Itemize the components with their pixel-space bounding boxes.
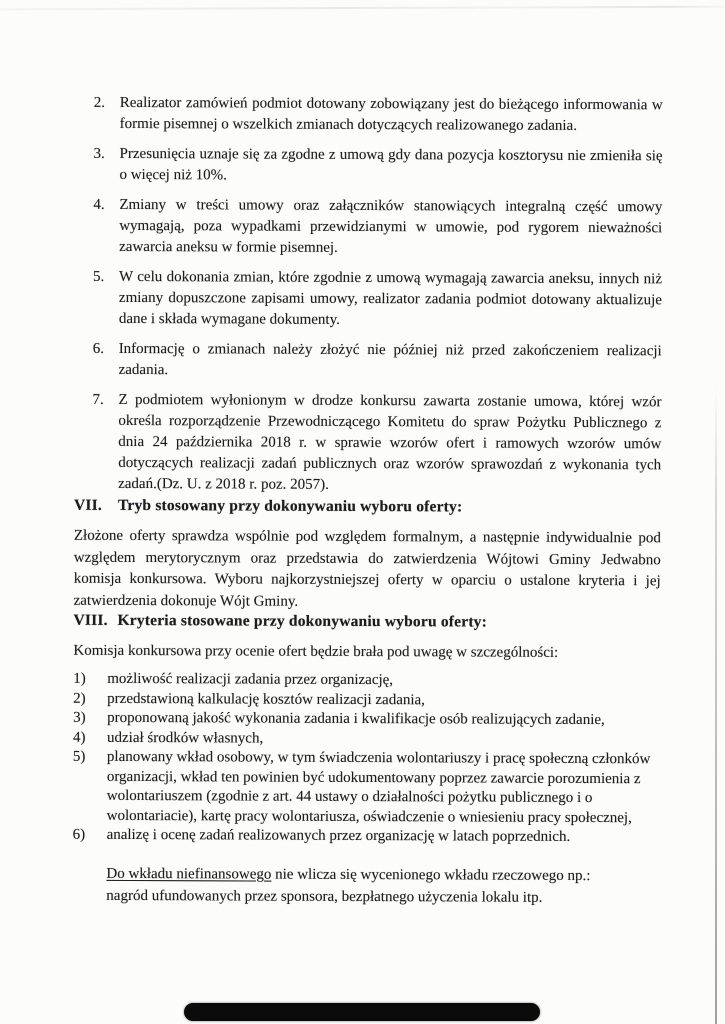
list-item-text: przedstawioną kalkulację kosztów realizacji zadania, bbox=[107, 690, 425, 708]
list-item-number: 6) bbox=[72, 826, 86, 843]
section-number: VII. bbox=[73, 496, 103, 514]
list-item-number: 3. bbox=[93, 145, 105, 162]
section-vii bbox=[74, 495, 662, 615]
section-viii bbox=[73, 610, 669, 848]
list-item bbox=[93, 267, 662, 332]
section-viii-heading bbox=[73, 610, 668, 635]
list-item bbox=[93, 339, 662, 383]
list-item-text: Z podmiotem wyłonionym w drodze konkursu zawarta zostanie umowa, której wzór określa rozporządzenie Przewodniczącego Komitetu do spraw Pożytku Publicznego z dnia 24 października 2018 r. w sprawie wzorów ofert i ramowych wzorów umów dotyczących realizacji zadań publicznych oraz wzorów sprawozdań z wykonania tych zadań.(Dz. U. z 2018 r. poz. 2057). bbox=[118, 391, 662, 493]
section-number: VIII. bbox=[73, 611, 108, 629]
list-item-number: 1) bbox=[73, 670, 86, 687]
list-item-number: 5. bbox=[92, 268, 105, 285]
section-vii-heading bbox=[74, 495, 661, 520]
list-item-number: 7. bbox=[92, 391, 104, 408]
section-title: Tryb stosowany przy dokonywaniu wyboru oferty: bbox=[117, 496, 463, 516]
note-text: nie wlicza się wycenionego wkładu rzeczowego np.: nagród ufundowanych przez sponsora, bezpłatnego użyczenia lokalu itp. bbox=[106, 866, 591, 906]
list-item-text: planowany wkład osobowy, w tym świadczenia wolontariuszy i pracę społeczną członków organizacji, wkład ten powinien być udokumentowany poprzez zawarcie porozumienia z wolontariuszem (zgodnie z art. 44 ustawy o działalności pożytku publicznego i o wolontariacie), kartę pracy wolontariusza, oświadczenie o wniesieniu pracy społecznej, bbox=[106, 748, 651, 826]
list-item bbox=[93, 195, 662, 260]
list-item-text: W celu dokonania zmian, które zgodnie z umową wymagają zawarcia aneksu, innych niż zmiany dopuszczone zapisami umowy, realizator zadania podmiot dotowany aktualizuje dane i składa wymagane dokumenty. bbox=[118, 268, 663, 328]
list-item-text: analizę i ocenę zadań realizowanych przez organizację w latach poprzednich. bbox=[106, 826, 571, 845]
section-viii-intro: Komisja konkursowa przy ocenie ofert będzie brała pod uwagę w szczególności: bbox=[73, 642, 559, 661]
list-item-text: Realizator zamówień podmiot dotowany zobowiązany jest do bieżącego informowania w formie pisemnej o wszelkich zmianach dotyczących realizowanego zadania. bbox=[119, 94, 663, 134]
scan-bottom-edge-bar bbox=[184, 1003, 540, 1021]
note-paragraph bbox=[106, 863, 618, 909]
list-item bbox=[93, 144, 662, 188]
section-title: Kryteria stosowane przy dokonywaniu wyboru oferty: bbox=[117, 611, 488, 631]
list-item bbox=[73, 689, 668, 711]
list-item-text: udział środków własnych, bbox=[106, 729, 264, 747]
list-item-number: 3) bbox=[73, 709, 86, 726]
list-item-number: 4. bbox=[93, 196, 105, 213]
list-item bbox=[73, 728, 668, 750]
list-item bbox=[73, 670, 668, 692]
criteria-list bbox=[73, 670, 669, 848]
list-item-number: 5) bbox=[72, 748, 86, 765]
list-item-number: 2. bbox=[93, 94, 106, 111]
list-item bbox=[73, 826, 668, 848]
list-item-number: 6. bbox=[92, 340, 104, 357]
list-item bbox=[92, 390, 661, 497]
list-item bbox=[73, 748, 668, 829]
list-item-number: 2) bbox=[73, 690, 86, 707]
list-item-text: Informację o zmianach należy złożyć nie później niż przed zakończeniem realizacji zadania. bbox=[118, 340, 662, 379]
list-item bbox=[94, 93, 663, 137]
list-item bbox=[73, 709, 668, 731]
section-vii-paragraph: Złożone oferty sprawdza wspólnie pod względem formalnym, a następnie indywidualnie pod względem merytorycznym oraz przedstawia do zatwierdzenia Wójtowi Gminy Jedwabno komisja konkursowa. Wyboru najkorzystniejszej oferty w oparciu o ustalone kryteria i jej zatwierdzenia dokonuje Wójt Gminy. bbox=[73, 527, 661, 610]
list-item-text: możliwość realizacji zadania przez organizację, bbox=[107, 670, 394, 689]
list-item-text: proponowaną jakość wykonania zadania i kwalifikacje osób realizujących zadanie, bbox=[107, 709, 605, 729]
scan-artifact-right-line bbox=[715, 385, 717, 1024]
list-item-text: Przesunięcia uznaje się za zgodne z umową gdy dana pozycja kosztorysu nie zmieniła się o więcej niż 10%. bbox=[119, 145, 663, 184]
list-item-number: 4) bbox=[72, 729, 86, 746]
numbered-list bbox=[92, 93, 663, 506]
list-item-text: Zmiany w treści umowy oraz załączników stanowiących integralną część umowy wymagają, poza wypadkami przewidzianymi w umowie, pod rygorem nieważności zawarcia aneksu w formie pisemnej. bbox=[119, 196, 663, 256]
note-underlined-text: Do wkładu niefinansowego bbox=[106, 865, 272, 883]
